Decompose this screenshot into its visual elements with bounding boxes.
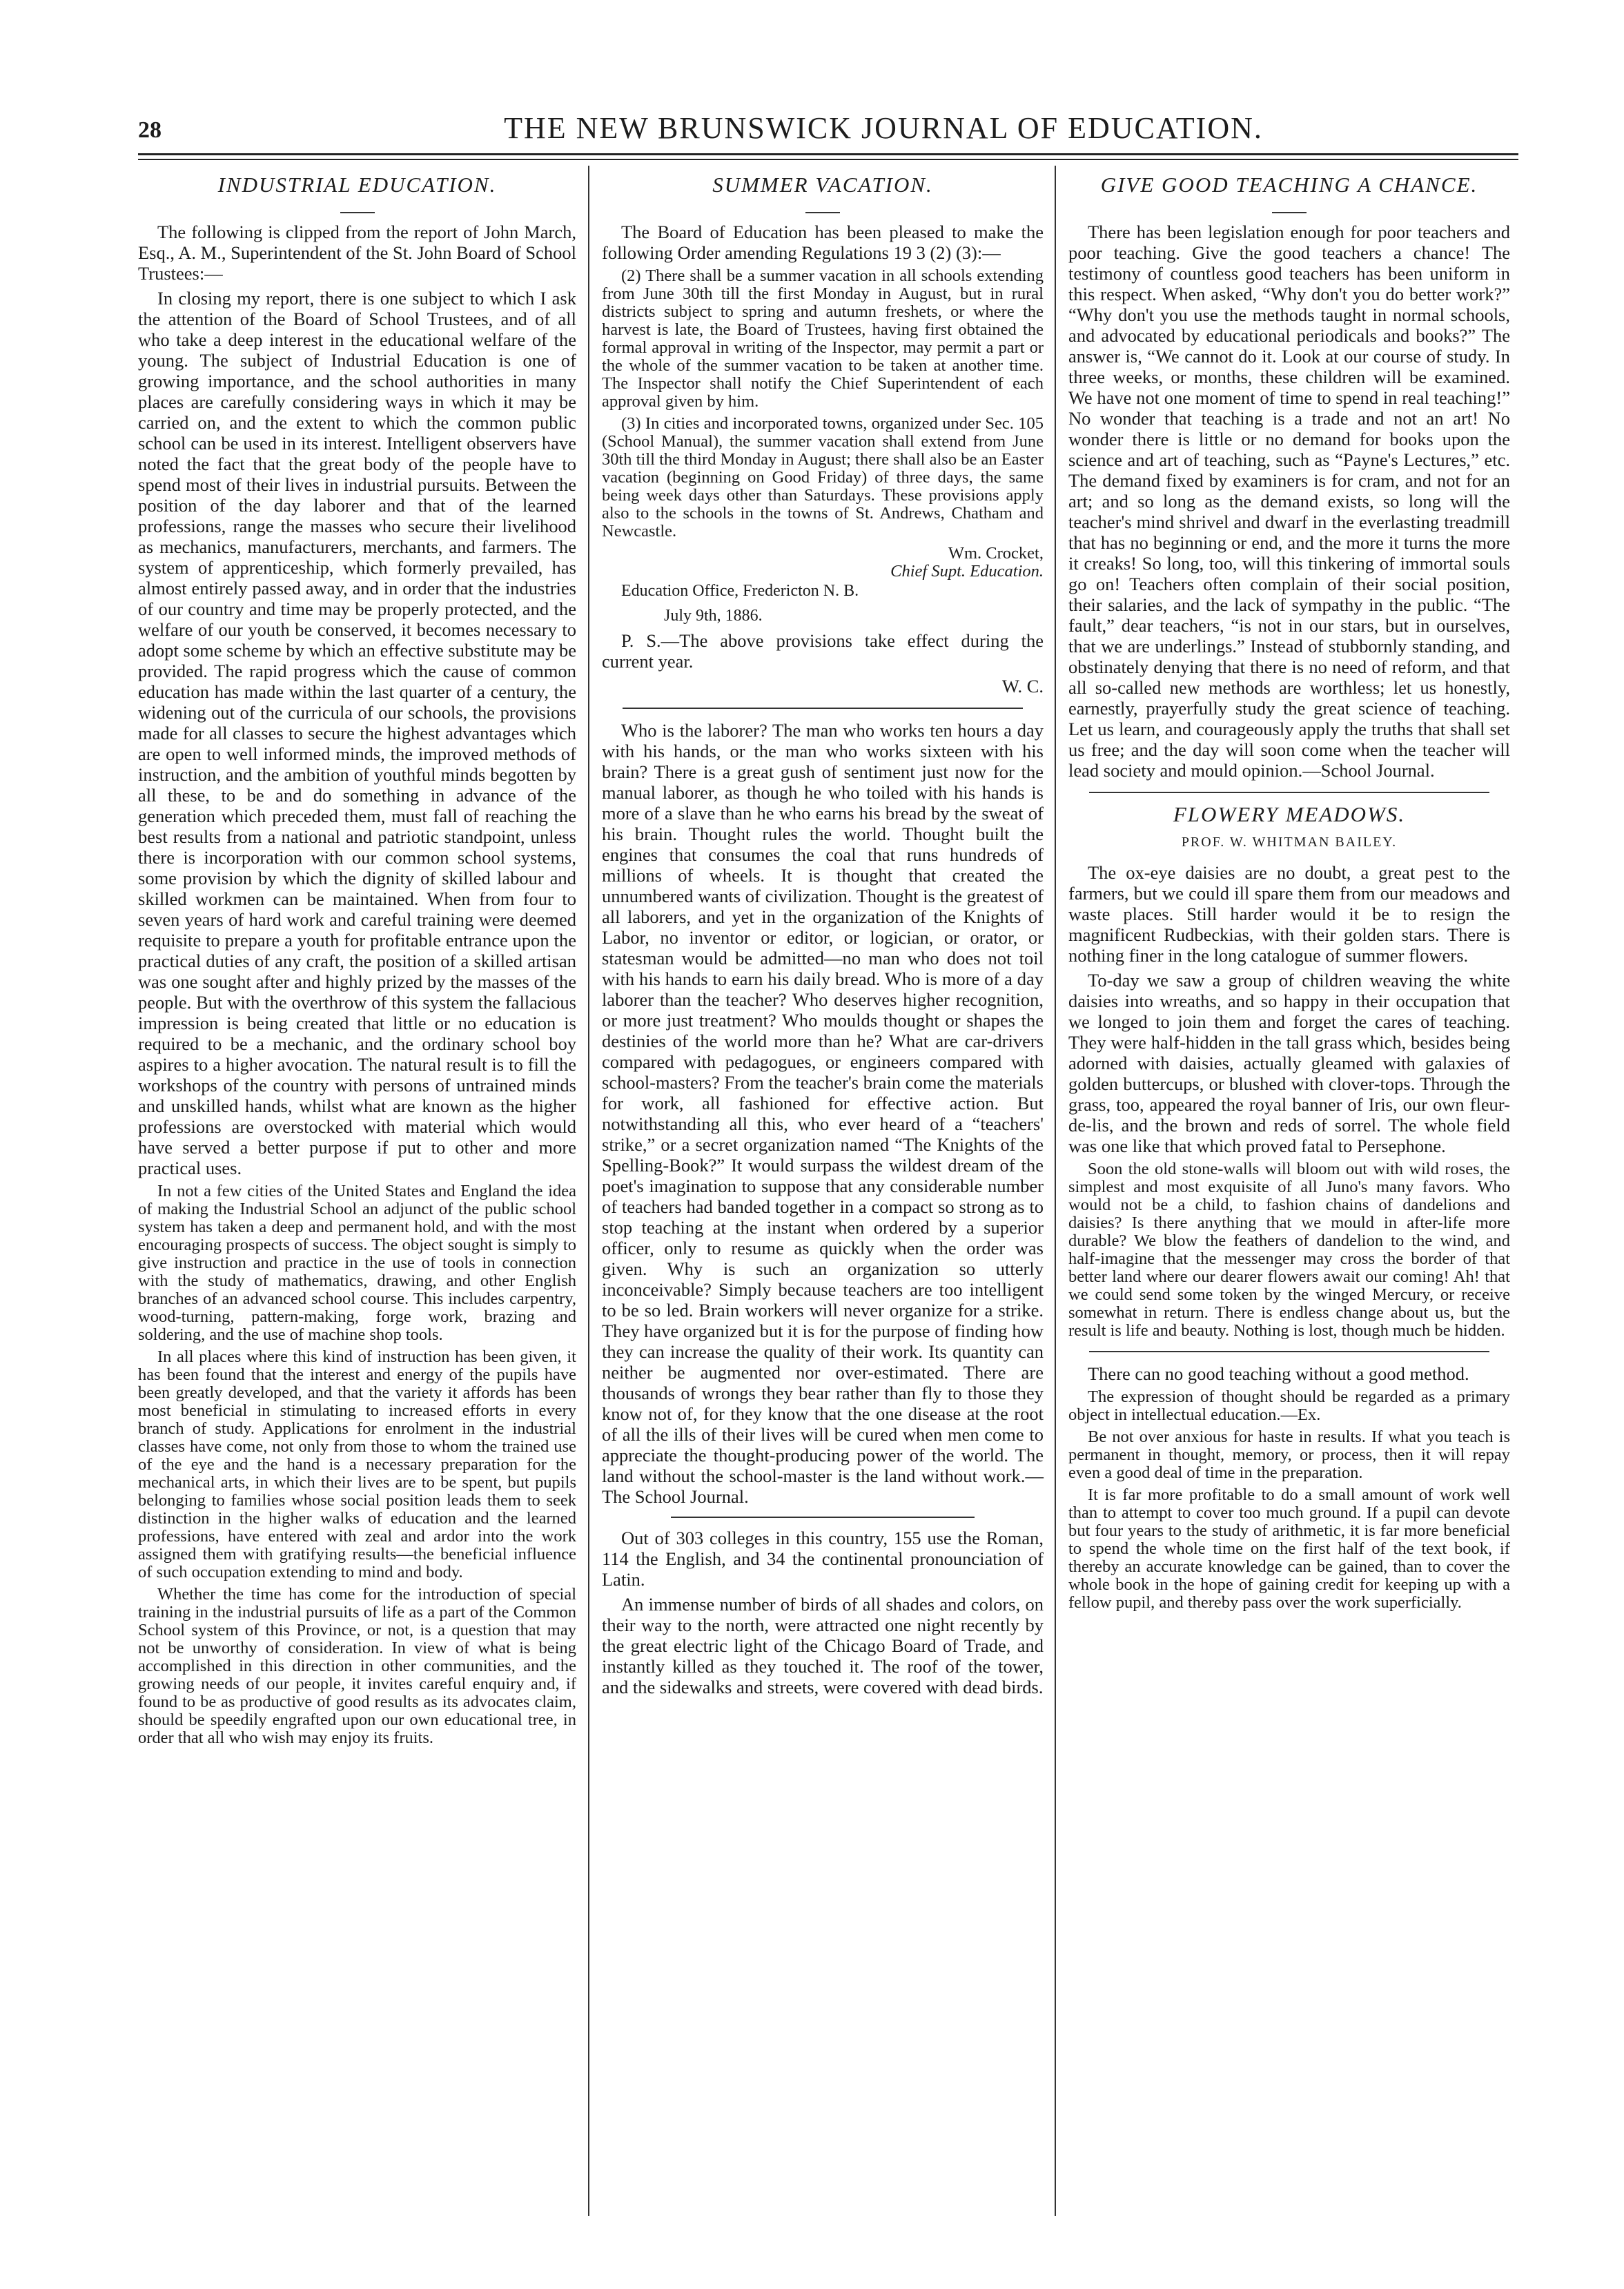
office-line: Education Office, Fredericton N. B. <box>621 582 859 600</box>
article-title: GIVE GOOD TEACHING A CHANCE. <box>1100 173 1478 197</box>
note-paragraph: It is far more profitable to do a small amount of work well than to attempt to cover too much ground. If a pupil can devote but four years to the study of arithmetic, it is far more beneficial to spend the whole time on the first half of the text book, if thereby an accurate knowledge can be gained, than to cover the whole book in the hope of gaining credit for keeping up with a fellow pupil, and thereby pass over the work superficially. <box>1068 1486 1510 1612</box>
signature-title: Chief Supt. Education. <box>890 562 1044 581</box>
separator-rule <box>1089 792 1489 793</box>
article-paragraph: In all places where this kind of instruction has been given, it has been found that the interest and energy of the pupils have been greatly developed, and that the variety it affords has been most beneficial in stimulating to increased efforts in every branch of study. Applications for enrolment in the industrial classes have come, not only from those to whom the trained use of the eye and the hand is a necessary preparation for the mechanical arts, in which their lives are to be spent, but pupils belonging to families whose social position leads them to seek distinction in the higher walks of education and the learned professions, have entered with zeal and ardor into the work assigned them with gratifying results—the beneficial influence of such occupation extending to mind and body. <box>138 1347 576 1581</box>
note-paragraph: Be not over anxious for haste in results. If what you teach is permanent in thought, memory, or process, then it will repay even a good deal of time in the preparation. <box>1068 1428 1510 1482</box>
article-byline: PROF. W. WHITMAN BAILEY. <box>1181 835 1398 850</box>
signature-name: Wm. Crocket, <box>948 544 1044 563</box>
article-paragraph: Soon the old stone-walls will bloom out with wild roses, the simplest and most exquisite of all Juno's many favors. Who would not be a child, to fashion chains of dandelions and daisies? Is there anything that we mould in after-life more durable? We blow the feathers of dandelion to the wind, and half-imagine that the messenger may cross the border of that better land where our dearer flowers await our coming! Ah! that we could send some token by the winged Mercury, or receive somewhat in return. There is endless change about us, but the result is life and beauty. Nothing is lost, though much be hidden. <box>1068 1160 1510 1340</box>
article-paragraph: Out of 303 colleges in this country, 155 use the Roman, 114 the English, and 34 the continental pronounciation of Latin. <box>602 1528 1044 1590</box>
article-paragraph: To-day we saw a group of children weaving the white daisies into wreaths, and so happy in their occupation that we longed to join them and forget the cares of teaching. They were half-hidden in the tall grass which, besides being adorned with daisies, actually gleamed with galaxies of golden buttercups, or blushed with clover-tops. Through the grass, too, appeared the royal banner of Iris, our own fleur-de-lis, and the brown and reds of sorrel. The whole field was one like that which proved fatal to Persephone. <box>1068 970 1510 1156</box>
article-paragraph: The following is clipped from the report of John March, Esq., A. M., Superintendent of the St. John Board of School Trustees:— <box>138 222 576 284</box>
article-paragraph: In closing my report, there is one subject to which I ask the attention of the Board of School Trustees, and of all who take a deep interest in the educational welfare of the young. The subject of Industrial Education is one of growing importance, and the school authorities in many places are carefully considering ways in which it may be carried on, and the extent to which the common public school can be used in its interest. Intelligent observers have noted the fact that the great body of the people have to spend most of their lives in industrial pursuits. Between the position of the day laborer and that of the learned professions, range the masses who secure their livelihood as mechanics, manufacturers, merchants, and farmers. The system of apprenticeship, which formerly prevailed, has almost entirely passed away, and in order that the industries of our country and time may be properly protected, and the welfare of our youth be conserved, it becomes necessary to adopt some scheme by which an effective substitute may be provided. The rapid progress which the cause of common education has made within the last quarter of a century, the widening out of the curricula of our schools, the provisions made for all classes to secure the highest advantages which are open to well informed minds, the improved methods of instruction, and the ambition of youthful minds begotten by all these, to be and do something in advance of the generation which preceded them, must fall of reaching the best results from a national and patriotic standpoint, unless there is incorporation with our common school systems, some provision by which the dignity of skilled labour and skilled workmen can be maintained. When from four to seven years of hard work and careful training were deemed requisite to prepare a youth for profitable entrance upon the practical duties of any craft, the position of a skilled artisan was one sought after and highly prized by the masses of the people. But with the overthrow of this system the fallacious impression is being created that little or no education is required to be a mechanic, and the ordinary school boy aspires to a higher avocation. The natural result is to fill the workshops of the country with persons of untrained minds and unskilled hands, whilst what are known as the higher professions are overstocked with material which would have served a better purpose if put to other and more practical uses. <box>138 288 576 1178</box>
title-dash <box>602 197 1044 217</box>
separator-rule <box>671 1517 975 1518</box>
column-divider <box>1055 166 1056 2216</box>
column-good-teaching <box>1068 169 1510 1616</box>
column-industrial-education <box>138 169 576 1751</box>
title-dash <box>138 197 576 217</box>
article-paragraph: Who is the laborer? The man who works ten hours a day with his hands, or the man who works sixteen with his brain? There is a great gush of sentiment just now for the manual laborer, as though he who toiled with his hands is more of a slave than he who earns his bread by the sweat of his brain. Thought rules the world. Thought built the engines that consumes the coal that runs hundreds of millions of wheels. It is thought that created the unnumbered wants of civilization. Thought is the greatest of all laborers, and yet in the organization of the Knights of Labor, no inventor or editor, or logician, or orator, or statesman would be admitted—no man who does not toil with his hands to earn his daily bread. Who is more of a day laborer than the teacher? Who deserves higher recognition, or more just treatment? Who moulds thought or shapes the destinies of the world more than he? What are car-drivers compared with pedagogues, or engineers compared with school-masters? From the teacher's brain come the materials for work, all fashioned for effective action. But notwithstanding all this, who ever heard of a “teachers' strike,” or a secret organization named “The Knights of the Spelling-Book?” It would surpass the wildest dream of the poet's imagination to suppose that any considerable number of teachers had banded together in a compact so strong as to stop teaching at the instant when ordered by a superior officer, only to resume as quickly when the order was given. Why is such an organization so utterly inconceivable? Simply because teachers are too intelligent to be so led. Brain workers will never organize for a strike. They have organized but it is for the purpose of finding how they can increase the quality of their work. Its quantity can neither be augmented nor over-estimated. There are thousands of wrongs they bear rather than fly to those they know not of, for they know that the one disease at the root of all the ills of their lives will be cured when men come to appreciate the thought-producing power of the world. The land without the school-master is the land without work.—The School Journal. <box>602 720 1044 1507</box>
column-divider <box>588 166 589 2216</box>
postscript: P. S.—The above provisions take effect during the current year. <box>602 630 1044 672</box>
article-paragraph: The Board of Education has been pleased to make the following Order amending Regulations 19 3 (2) (3):— <box>602 222 1044 263</box>
article-paragraph: There has been legislation enough for poor teachers and poor teaching. Give the good teachers a chance! The testimony of countless good teachers has been uniform in this respect. When asked, “Why don't you do better work?” “Why don't you use the methods taught in normal schools, and advocated by educational periodicals and books?” The answer is, “We cannot do it. Look at our course of study. In three weeks, or months, these children will be examined. We have not one moment of time to spend in real teaching!” No wonder that teaching is a trade and not an art! No wonder there is little or no demand for books upon the science and art of teaching, such as “Payne's Lectures,” etc. The demand fixed by examiners is for cram, and not for an art; and so long as the demand exists, so long will the teacher's mind shrivel and dwarf in the everlasting treadmill that has no beginning or end, and the more it turns the more it creaks! So long, too, will this tinkering of immortal souls go on! Teachers often complain of their social position, their salaries, and the lack of sympathy in the public. “The fault,” dear teachers, “is not in our stars, but in ourselves, that we are underlings.” Instead of stubbornly standing, and obstinately denying that there is no need of reform, and that all so-called new methods are worthless; let us honestly, earnestly, prayerfully study the great science of teaching. Let us learn, and courageously apply the truths that shall set us free; and the day will soon come when the teacher will lead society and mould opinion.—School Journal. <box>1068 222 1510 781</box>
postscript-signature: W. C. <box>1001 676 1044 697</box>
article-paragraph: An immense number of birds of all shades and colors, on their way to the north, were attracted one night recently by the great electric light of the Chicago Board of Trade, and instantly killed as they touched it. The roof of the tower, and the sidewalks and streets, were covered with dead birds. <box>602 1594 1044 1697</box>
header-rule <box>138 153 1518 155</box>
article-title: INDUSTRIAL EDUCATION. <box>217 173 497 197</box>
separator-rule <box>623 708 1023 709</box>
article-title: SUMMER VACATION. <box>712 173 933 197</box>
regulation-paragraph: (3) In cities and incorporated towns, organized under Sec. 105 (School Manual), the summer vacation shall extend from June 30th till the third Monday in August; there shall also be an Easter vacation (beginning on Good Friday) of three days, the same being week days other than Saturdays. These provisions apply also to the schools in the towns of St. Andrews, Chatham and Newcastle. <box>602 414 1044 540</box>
title-dash <box>1068 197 1510 217</box>
article-paragraph: The ox-eye daisies are no doubt, a great pest to the farmers, but we could ill spare them from our meadows and waste places. Still harder would it be to resign the magnificent Rudbeckias, with their golden stars. There is nothing finer in the long catalogue of summer flowers. <box>1068 862 1510 966</box>
regulation-paragraph: (2) There shall be a summer vacation in all schools extending from June 30th till the first Monday in August, but in rural districts subject to spring and autumn freshets, or where the harvest is late, the Board of Trustees, having first obtained the formal approval in writing of the Inspector, may permit a part or the whole of the summer vacation to be taken at another time. The Inspector shall notify the Chief Superintendent of each approval given by him. <box>602 266 1044 411</box>
date-line: July 9th, 1886. <box>664 607 763 625</box>
journal-title: THE NEW BRUNSWICK JOURNAL OF EDUCATION. <box>504 111 1263 145</box>
page-number: 28 <box>138 117 162 143</box>
note-paragraph: There can no good teaching without a good method. <box>1088 1363 1469 1384</box>
column-summer-vacation <box>602 169 1044 1702</box>
note-paragraph: The expression of thought should be regarded as a primary object in intellectual education.—Ex. <box>1068 1387 1510 1424</box>
article-paragraph: Whether the time has come for the introduction of special training in the industrial pursuits of life as a part of the Common School system of this Province, or not, is a question that may not be unworthy of consideration. In view of what is being accomplished in this direction in other communities, and the growing needs of our people, it invites careful enquiry and, if found to be as productive of good results as its advocates claim, should be speedily engrafted upon our own educational tree, in order that all who wish may enjoy its fruits. <box>138 1585 576 1747</box>
article-paragraph: In not a few cities of the United States and England the idea of making the Industrial School an adjunct of the public school system has taken a deep and permanent hold, and with the most encouraging prospects of success. The object sought is simply to give instruction and practice in the use of tools in connection with the study of mathematics, drawing, and other English branches of an advanced school course. This includes carpentry, wood-turning, pattern-making, forge work, brazing and soldering, and the use of machine shop tools. <box>138 1182 576 1344</box>
article-title: FLOWERY MEADOWS. <box>1173 802 1406 826</box>
header-rule-thin <box>138 159 1518 160</box>
separator-rule <box>1089 1351 1489 1352</box>
